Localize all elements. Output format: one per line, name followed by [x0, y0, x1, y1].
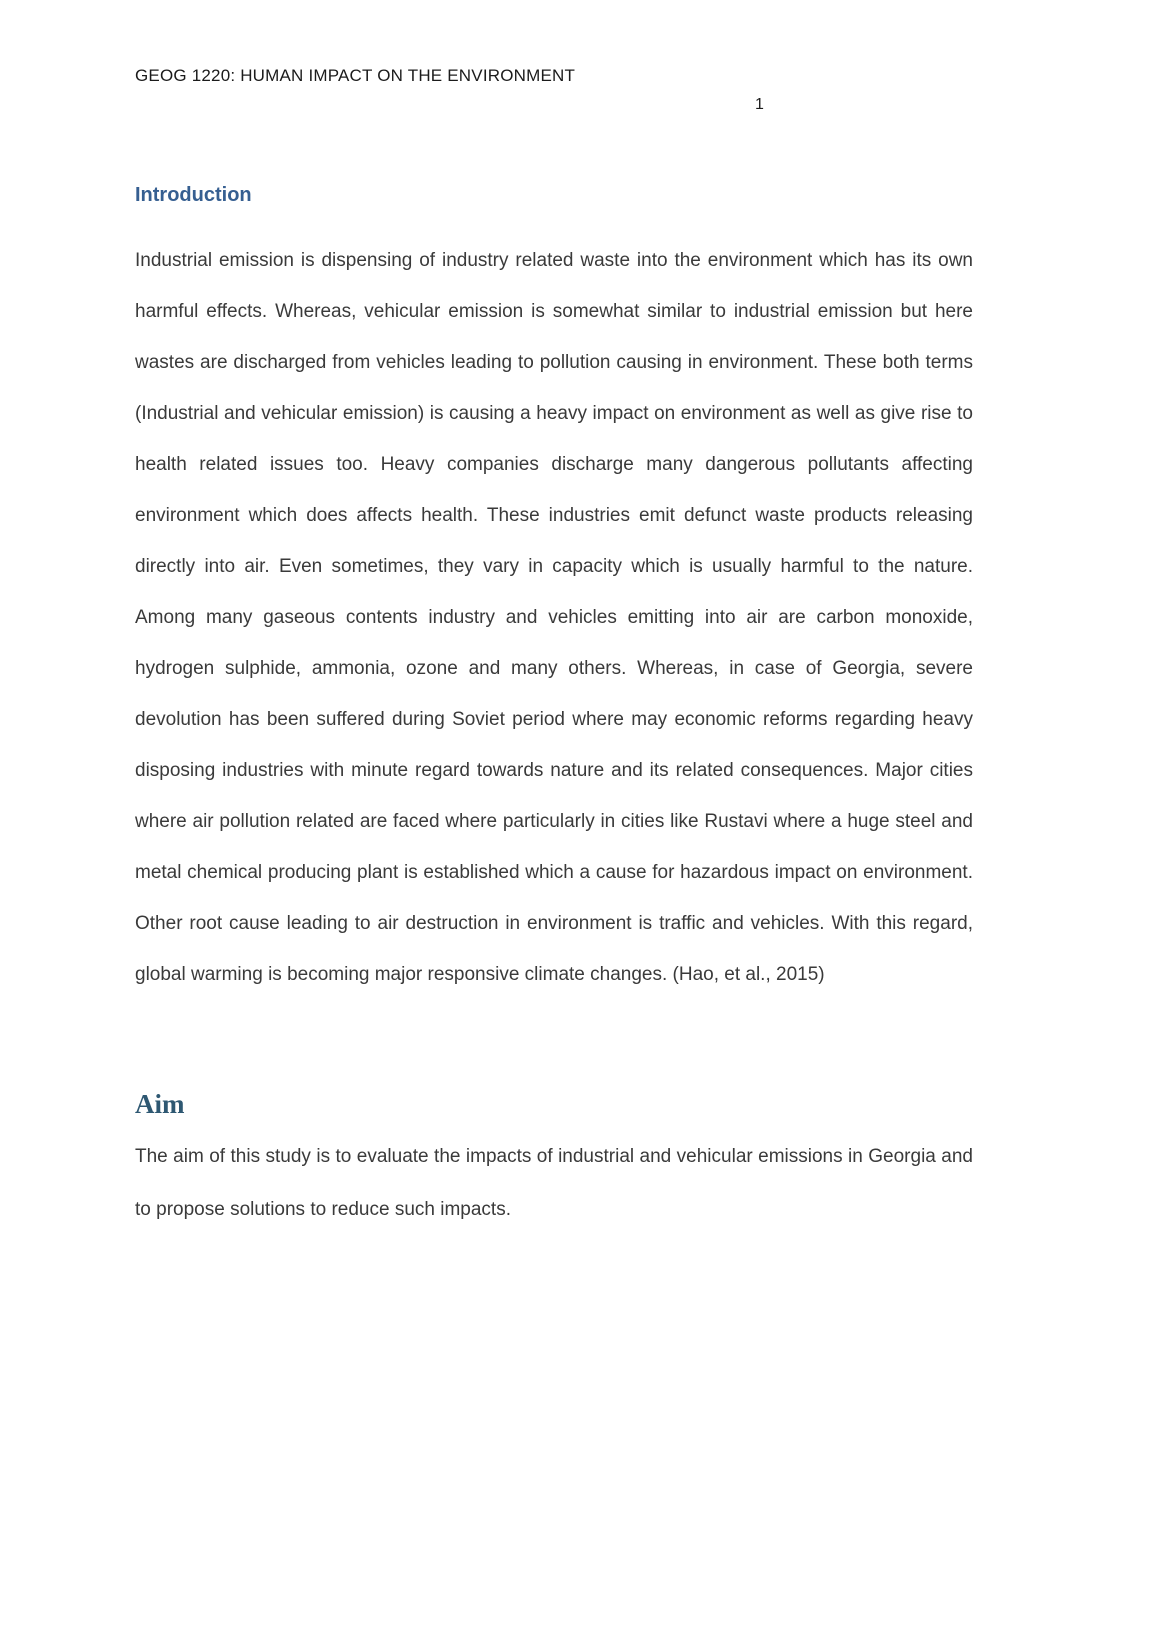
document-body	[135, 183, 973, 1236]
page-number: 1	[755, 96, 764, 113]
introduction-heading: Introduction	[135, 184, 252, 206]
aim-heading: Aim	[135, 1089, 185, 1119]
introduction-paragraph: Industrial emission is dispensing of industry related waste into the environment which has its own harmful effects. Whereas, vehicular emission is somewhat similar to industrial emission but here wastes are discharged from vehicles leading to pollution causing in environment. These both terms (Industrial and vehicular emission) is causing a heavy impact on environment as well as give rise to health related issues too. Heavy companies discharge many dangerous pollutants affecting environment which does affects health. These industries emit defunct waste products releasing directly into air. Even sometimes, they vary in capacity which is usually harmful to the nature. Among many gaseous contents industry and vehicles emitting into air are carbon monoxide, hydrogen sulphide, ammonia, ozone and many others. Whereas, in case of Georgia, severe devolution has been suffered during Soviet period where may economic reforms regarding heavy disposing industries with minute regard towards nature and its related consequences. Major cities where air pollution related are faced where particularly in cities like Rustavi where a huge steel and metal chemical producing plant is established which a cause for hazardous impact on environment. Other root cause leading to air destruction in environment is traffic and vehicles. With this regard, global warming is becoming major responsive climate changes. (Hao, et al., 2015)	[135, 250, 973, 985]
document-header-title: GEOG 1220: HUMAN IMPACT ON THE ENVIRONMENT	[135, 66, 576, 85]
aim-paragraph: The aim of this study is to evaluate the impacts of industrial and vehicular emissions in Georgia and to propose solutions to reduce such impacts.	[135, 1146, 973, 1220]
